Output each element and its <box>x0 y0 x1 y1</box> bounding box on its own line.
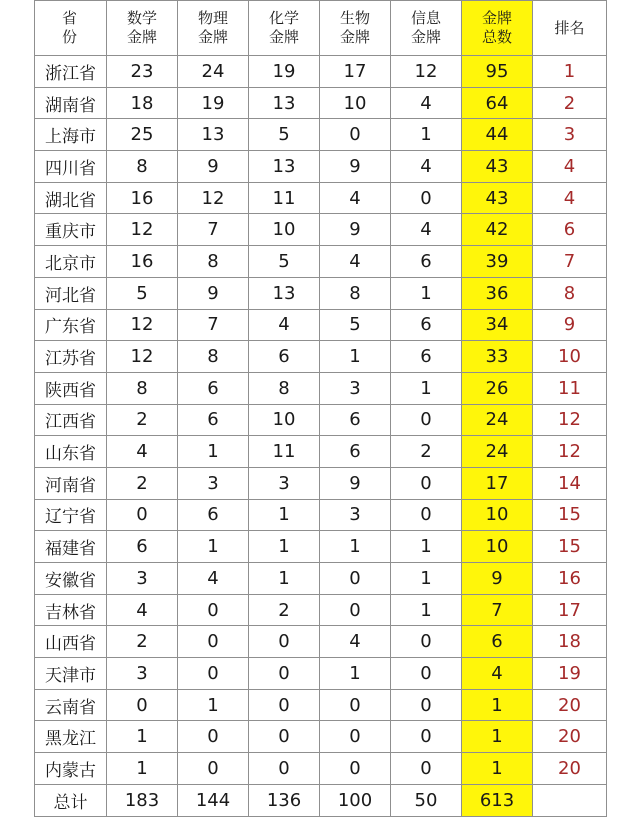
cell-total: 36 <box>462 277 533 309</box>
table-row <box>35 594 607 626</box>
cell-province: 广东省 <box>35 309 107 341</box>
table-row <box>35 753 607 785</box>
cell-math: 1 <box>107 721 178 753</box>
cell-physics: 8 <box>178 341 249 373</box>
table-row <box>35 372 607 404</box>
cell-biology: 8 <box>320 277 391 309</box>
cell-biology: 0 <box>320 689 391 721</box>
cell-biology: 0 <box>320 119 391 151</box>
cell-math: 12 <box>107 214 178 246</box>
cell-rank: 20 <box>533 753 607 785</box>
cell-total: 10 <box>462 531 533 563</box>
cell-total: 26 <box>462 372 533 404</box>
cell-province: 浙江省 <box>35 56 107 88</box>
cell-biology: 10 <box>320 87 391 119</box>
cell-informatics: 2 <box>391 436 462 468</box>
cell-chemistry: 0 <box>249 721 320 753</box>
cell-chemistry: 3 <box>249 467 320 499</box>
cell-math: 23 <box>107 56 178 88</box>
cell-physics: 4 <box>178 563 249 595</box>
cell-math: 3 <box>107 563 178 595</box>
cell-total: 7 <box>462 594 533 626</box>
cell-informatics: 0 <box>391 404 462 436</box>
cell-biology: 6 <box>320 436 391 468</box>
table-row <box>35 689 607 721</box>
cell-province: 福建省 <box>35 531 107 563</box>
cell-biology: 4 <box>320 626 391 658</box>
cell-math: 8 <box>107 151 178 183</box>
cell-total: 4 <box>462 658 533 690</box>
cell-informatics: 1 <box>391 563 462 595</box>
cell-province: 江西省 <box>35 404 107 436</box>
table-row <box>35 277 607 309</box>
cell-math: 2 <box>107 404 178 436</box>
cell-physics: 1 <box>178 689 249 721</box>
table-row <box>35 658 607 690</box>
cell-math: 1 <box>107 753 178 785</box>
header-province: 省 份 <box>35 1 107 56</box>
cell-rank: 16 <box>533 563 607 595</box>
cell-math: 3 <box>107 658 178 690</box>
cell-math: 6 <box>107 531 178 563</box>
cell-biology: 3 <box>320 499 391 531</box>
cell-physics: 24 <box>178 56 249 88</box>
cell-biology: 9 <box>320 214 391 246</box>
cell-rank: 1 <box>533 56 607 88</box>
cell-math: 4 <box>107 594 178 626</box>
cell-rank: 20 <box>533 721 607 753</box>
cell-province: 山西省 <box>35 626 107 658</box>
cell-total: 24 <box>462 436 533 468</box>
cell-physics: 3 <box>178 467 249 499</box>
cell-province: 北京市 <box>35 246 107 278</box>
header-rank: 排名 <box>533 1 607 56</box>
cell-province: 河北省 <box>35 277 107 309</box>
cell-chemistry: 11 <box>249 182 320 214</box>
table-row <box>35 119 607 151</box>
cell-province: 上海市 <box>35 119 107 151</box>
cell-province: 天津市 <box>35 658 107 690</box>
cell-informatics: 12 <box>391 56 462 88</box>
cell-total: 6 <box>462 626 533 658</box>
cell-total: 44 <box>462 119 533 151</box>
cell-physics: 0 <box>178 626 249 658</box>
totals-row <box>35 784 607 816</box>
cell-chemistry: 0 <box>249 658 320 690</box>
cell-rank: 18 <box>533 626 607 658</box>
cell-biology: 6 <box>320 404 391 436</box>
cell-informatics: 0 <box>391 753 462 785</box>
cell-math: 18 <box>107 87 178 119</box>
table-row <box>35 467 607 499</box>
cell-province: 四川省 <box>35 151 107 183</box>
cell-biology: 17 <box>320 56 391 88</box>
cell-province: 湖南省 <box>35 87 107 119</box>
totals-total: 613 <box>462 784 533 816</box>
cell-total: 43 <box>462 151 533 183</box>
table-footer <box>35 784 607 816</box>
cell-informatics: 6 <box>391 341 462 373</box>
cell-physics: 0 <box>178 658 249 690</box>
cell-total: 1 <box>462 753 533 785</box>
cell-rank: 3 <box>533 119 607 151</box>
table-row <box>35 246 607 278</box>
totals-rank <box>533 784 607 816</box>
cell-chemistry: 1 <box>249 531 320 563</box>
cell-chemistry: 1 <box>249 499 320 531</box>
cell-informatics: 0 <box>391 626 462 658</box>
header-math: 数学 金牌 <box>107 1 178 56</box>
cell-informatics: 4 <box>391 87 462 119</box>
table-row <box>35 499 607 531</box>
cell-informatics: 0 <box>391 467 462 499</box>
cell-math: 4 <box>107 436 178 468</box>
cell-total: 39 <box>462 246 533 278</box>
cell-informatics: 1 <box>391 594 462 626</box>
cell-biology: 9 <box>320 467 391 499</box>
header-row <box>35 1 607 56</box>
cell-chemistry: 8 <box>249 372 320 404</box>
cell-informatics: 1 <box>391 119 462 151</box>
cell-biology: 0 <box>320 594 391 626</box>
cell-math: 2 <box>107 626 178 658</box>
cell-physics: 0 <box>178 594 249 626</box>
cell-rank: 12 <box>533 404 607 436</box>
cell-informatics: 0 <box>391 182 462 214</box>
cell-chemistry: 4 <box>249 309 320 341</box>
totals-chemistry: 136 <box>249 784 320 816</box>
cell-province: 重庆市 <box>35 214 107 246</box>
cell-rank: 7 <box>533 246 607 278</box>
table-row <box>35 436 607 468</box>
header-physics: 物理 金牌 <box>178 1 249 56</box>
cell-rank: 19 <box>533 658 607 690</box>
cell-physics: 19 <box>178 87 249 119</box>
cell-informatics: 6 <box>391 309 462 341</box>
cell-province: 黑龙江 <box>35 721 107 753</box>
header-biology: 生物 金牌 <box>320 1 391 56</box>
cell-chemistry: 1 <box>249 563 320 595</box>
header-informatics: 信息 金牌 <box>391 1 462 56</box>
cell-physics: 6 <box>178 372 249 404</box>
cell-chemistry: 5 <box>249 246 320 278</box>
cell-informatics: 0 <box>391 499 462 531</box>
cell-physics: 6 <box>178 404 249 436</box>
cell-rank: 4 <box>533 151 607 183</box>
cell-math: 16 <box>107 246 178 278</box>
cell-biology: 9 <box>320 151 391 183</box>
cell-biology: 1 <box>320 658 391 690</box>
cell-chemistry: 0 <box>249 689 320 721</box>
cell-total: 10 <box>462 499 533 531</box>
cell-physics: 6 <box>178 499 249 531</box>
cell-chemistry: 11 <box>249 436 320 468</box>
cell-rank: 8 <box>533 277 607 309</box>
totals-informatics: 50 <box>391 784 462 816</box>
cell-rank: 2 <box>533 87 607 119</box>
cell-biology: 0 <box>320 563 391 595</box>
table-row <box>35 309 607 341</box>
cell-physics: 13 <box>178 119 249 151</box>
cell-physics: 8 <box>178 246 249 278</box>
table-row <box>35 87 607 119</box>
cell-biology: 0 <box>320 753 391 785</box>
cell-total: 64 <box>462 87 533 119</box>
cell-rank: 9 <box>533 309 607 341</box>
header-total: 金牌 总数 <box>462 1 533 56</box>
cell-informatics: 0 <box>391 658 462 690</box>
cell-rank: 17 <box>533 594 607 626</box>
cell-total: 42 <box>462 214 533 246</box>
cell-informatics: 1 <box>391 277 462 309</box>
cell-math: 0 <box>107 689 178 721</box>
cell-biology: 3 <box>320 372 391 404</box>
cell-informatics: 0 <box>391 721 462 753</box>
table-header <box>35 1 607 56</box>
cell-informatics: 0 <box>391 689 462 721</box>
cell-math: 5 <box>107 277 178 309</box>
cell-province: 安徽省 <box>35 563 107 595</box>
cell-total: 33 <box>462 341 533 373</box>
cell-chemistry: 0 <box>249 753 320 785</box>
cell-math: 8 <box>107 372 178 404</box>
cell-chemistry: 13 <box>249 277 320 309</box>
table-row <box>35 563 607 595</box>
cell-province: 陕西省 <box>35 372 107 404</box>
totals-physics: 144 <box>178 784 249 816</box>
cell-biology: 4 <box>320 246 391 278</box>
table-row <box>35 626 607 658</box>
cell-math: 12 <box>107 341 178 373</box>
cell-math: 25 <box>107 119 178 151</box>
cell-math: 2 <box>107 467 178 499</box>
cell-physics: 1 <box>178 531 249 563</box>
cell-physics: 9 <box>178 277 249 309</box>
totals-label: 总计 <box>35 784 107 816</box>
cell-total: 43 <box>462 182 533 214</box>
cell-chemistry: 10 <box>249 214 320 246</box>
cell-rank: 10 <box>533 341 607 373</box>
table-row <box>35 531 607 563</box>
medal-table <box>34 0 607 817</box>
table-row <box>35 341 607 373</box>
cell-chemistry: 0 <box>249 626 320 658</box>
cell-chemistry: 5 <box>249 119 320 151</box>
cell-informatics: 1 <box>391 531 462 563</box>
cell-rank: 15 <box>533 499 607 531</box>
cell-rank: 15 <box>533 531 607 563</box>
cell-math: 12 <box>107 309 178 341</box>
cell-chemistry: 13 <box>249 151 320 183</box>
cell-chemistry: 6 <box>249 341 320 373</box>
header-chemistry: 化学 金牌 <box>249 1 320 56</box>
cell-rank: 11 <box>533 372 607 404</box>
cell-rank: 4 <box>533 182 607 214</box>
cell-physics: 7 <box>178 309 249 341</box>
cell-informatics: 1 <box>391 372 462 404</box>
cell-total: 1 <box>462 689 533 721</box>
cell-chemistry: 13 <box>249 87 320 119</box>
cell-total: 24 <box>462 404 533 436</box>
table-row <box>35 182 607 214</box>
cell-physics: 12 <box>178 182 249 214</box>
cell-biology: 4 <box>320 182 391 214</box>
cell-chemistry: 10 <box>249 404 320 436</box>
cell-chemistry: 19 <box>249 56 320 88</box>
cell-province: 江苏省 <box>35 341 107 373</box>
cell-total: 9 <box>462 563 533 595</box>
cell-physics: 0 <box>178 721 249 753</box>
cell-biology: 0 <box>320 721 391 753</box>
cell-rank: 12 <box>533 436 607 468</box>
cell-total: 1 <box>462 721 533 753</box>
table-row <box>35 404 607 436</box>
cell-physics: 0 <box>178 753 249 785</box>
cell-biology: 1 <box>320 341 391 373</box>
cell-total: 95 <box>462 56 533 88</box>
cell-physics: 9 <box>178 151 249 183</box>
cell-province: 内蒙古 <box>35 753 107 785</box>
table-row <box>35 151 607 183</box>
totals-biology: 100 <box>320 784 391 816</box>
cell-province: 山东省 <box>35 436 107 468</box>
cell-informatics: 4 <box>391 151 462 183</box>
cell-chemistry: 2 <box>249 594 320 626</box>
cell-math: 16 <box>107 182 178 214</box>
table-row <box>35 214 607 246</box>
cell-biology: 1 <box>320 531 391 563</box>
cell-biology: 5 <box>320 309 391 341</box>
cell-math: 0 <box>107 499 178 531</box>
cell-province: 吉林省 <box>35 594 107 626</box>
cell-informatics: 6 <box>391 246 462 278</box>
table-body <box>35 56 607 785</box>
cell-rank: 14 <box>533 467 607 499</box>
table-row <box>35 721 607 753</box>
totals-math: 183 <box>107 784 178 816</box>
cell-province: 湖北省 <box>35 182 107 214</box>
cell-physics: 1 <box>178 436 249 468</box>
cell-informatics: 4 <box>391 214 462 246</box>
cell-province: 云南省 <box>35 689 107 721</box>
cell-physics: 7 <box>178 214 249 246</box>
cell-rank: 6 <box>533 214 607 246</box>
cell-province: 辽宁省 <box>35 499 107 531</box>
cell-rank: 20 <box>533 689 607 721</box>
cell-total: 17 <box>462 467 533 499</box>
table-row <box>35 56 607 88</box>
cell-province: 河南省 <box>35 467 107 499</box>
cell-total: 34 <box>462 309 533 341</box>
